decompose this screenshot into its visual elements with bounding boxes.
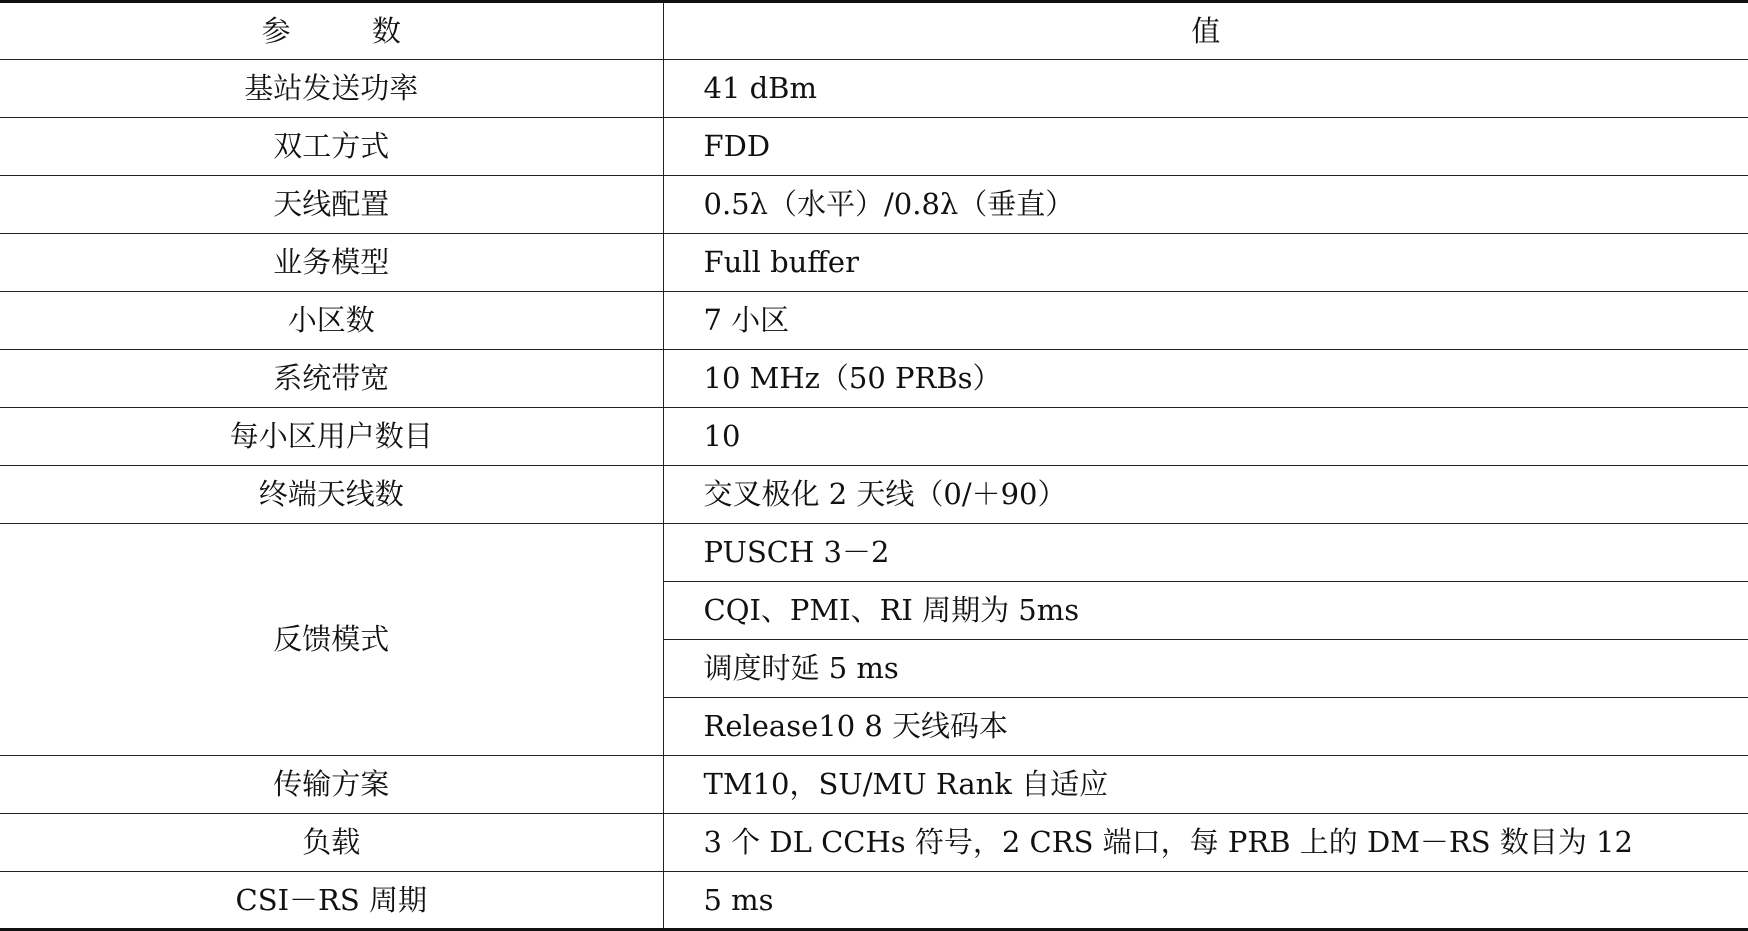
value-cell: 调度时延 5 ms	[663, 640, 1748, 698]
value-cell: FDD	[663, 118, 1748, 176]
value-cell: 10 MHz（50 PRBs）	[663, 350, 1748, 408]
table-row	[0, 524, 1748, 582]
table-row	[0, 176, 1748, 234]
value-cell: 3 个 DL CCHs 符号，2 CRS 端口，每 PRB 上的 DM－RS 数目为 12	[663, 814, 1748, 872]
value-cell: PUSCH 3－2	[663, 524, 1748, 582]
value-cell: Release10 8 天线码本	[663, 698, 1748, 756]
param-cell: 基站发送功率	[0, 60, 663, 118]
param-cell: 双工方式	[0, 118, 663, 176]
param-cell: 终端天线数	[0, 466, 663, 524]
table-row	[0, 234, 1748, 292]
header-param: 参 数	[0, 2, 663, 60]
table-row	[0, 60, 1748, 118]
param-cell: 传输方案	[0, 756, 663, 814]
param-cell: 系统带宽	[0, 350, 663, 408]
table-row	[0, 118, 1748, 176]
param-cell: 负载	[0, 814, 663, 872]
value-cell: 5 ms	[663, 872, 1748, 930]
value-cell: 41 dBm	[663, 60, 1748, 118]
param-cell: 小区数	[0, 292, 663, 350]
value-cell: TM10，SU/MU Rank 自适应	[663, 756, 1748, 814]
table-row	[0, 292, 1748, 350]
value-cell: 7 小区	[663, 292, 1748, 350]
table-row	[0, 466, 1748, 524]
value-cell: Full buffer	[663, 234, 1748, 292]
table-row	[0, 872, 1748, 930]
param-cell-feedback-mode: 反馈模式	[0, 524, 663, 756]
value-cell: 0.5λ（水平）/0.8λ（垂直）	[663, 176, 1748, 234]
table-row	[0, 756, 1748, 814]
table-row	[0, 408, 1748, 466]
param-cell: CSI－RS 周期	[0, 872, 663, 930]
param-cell: 天线配置	[0, 176, 663, 234]
value-cell: 交叉极化 2 天线（0/＋90）	[663, 466, 1748, 524]
table-row	[0, 814, 1748, 872]
table-header-row	[0, 2, 1748, 60]
value-cell: 10	[663, 408, 1748, 466]
header-value: 值	[663, 2, 1748, 60]
param-cell: 每小区用户数目	[0, 408, 663, 466]
table-row	[0, 350, 1748, 408]
param-cell: 业务模型	[0, 234, 663, 292]
value-cell: CQI、PMI、RI 周期为 5ms	[663, 582, 1748, 640]
